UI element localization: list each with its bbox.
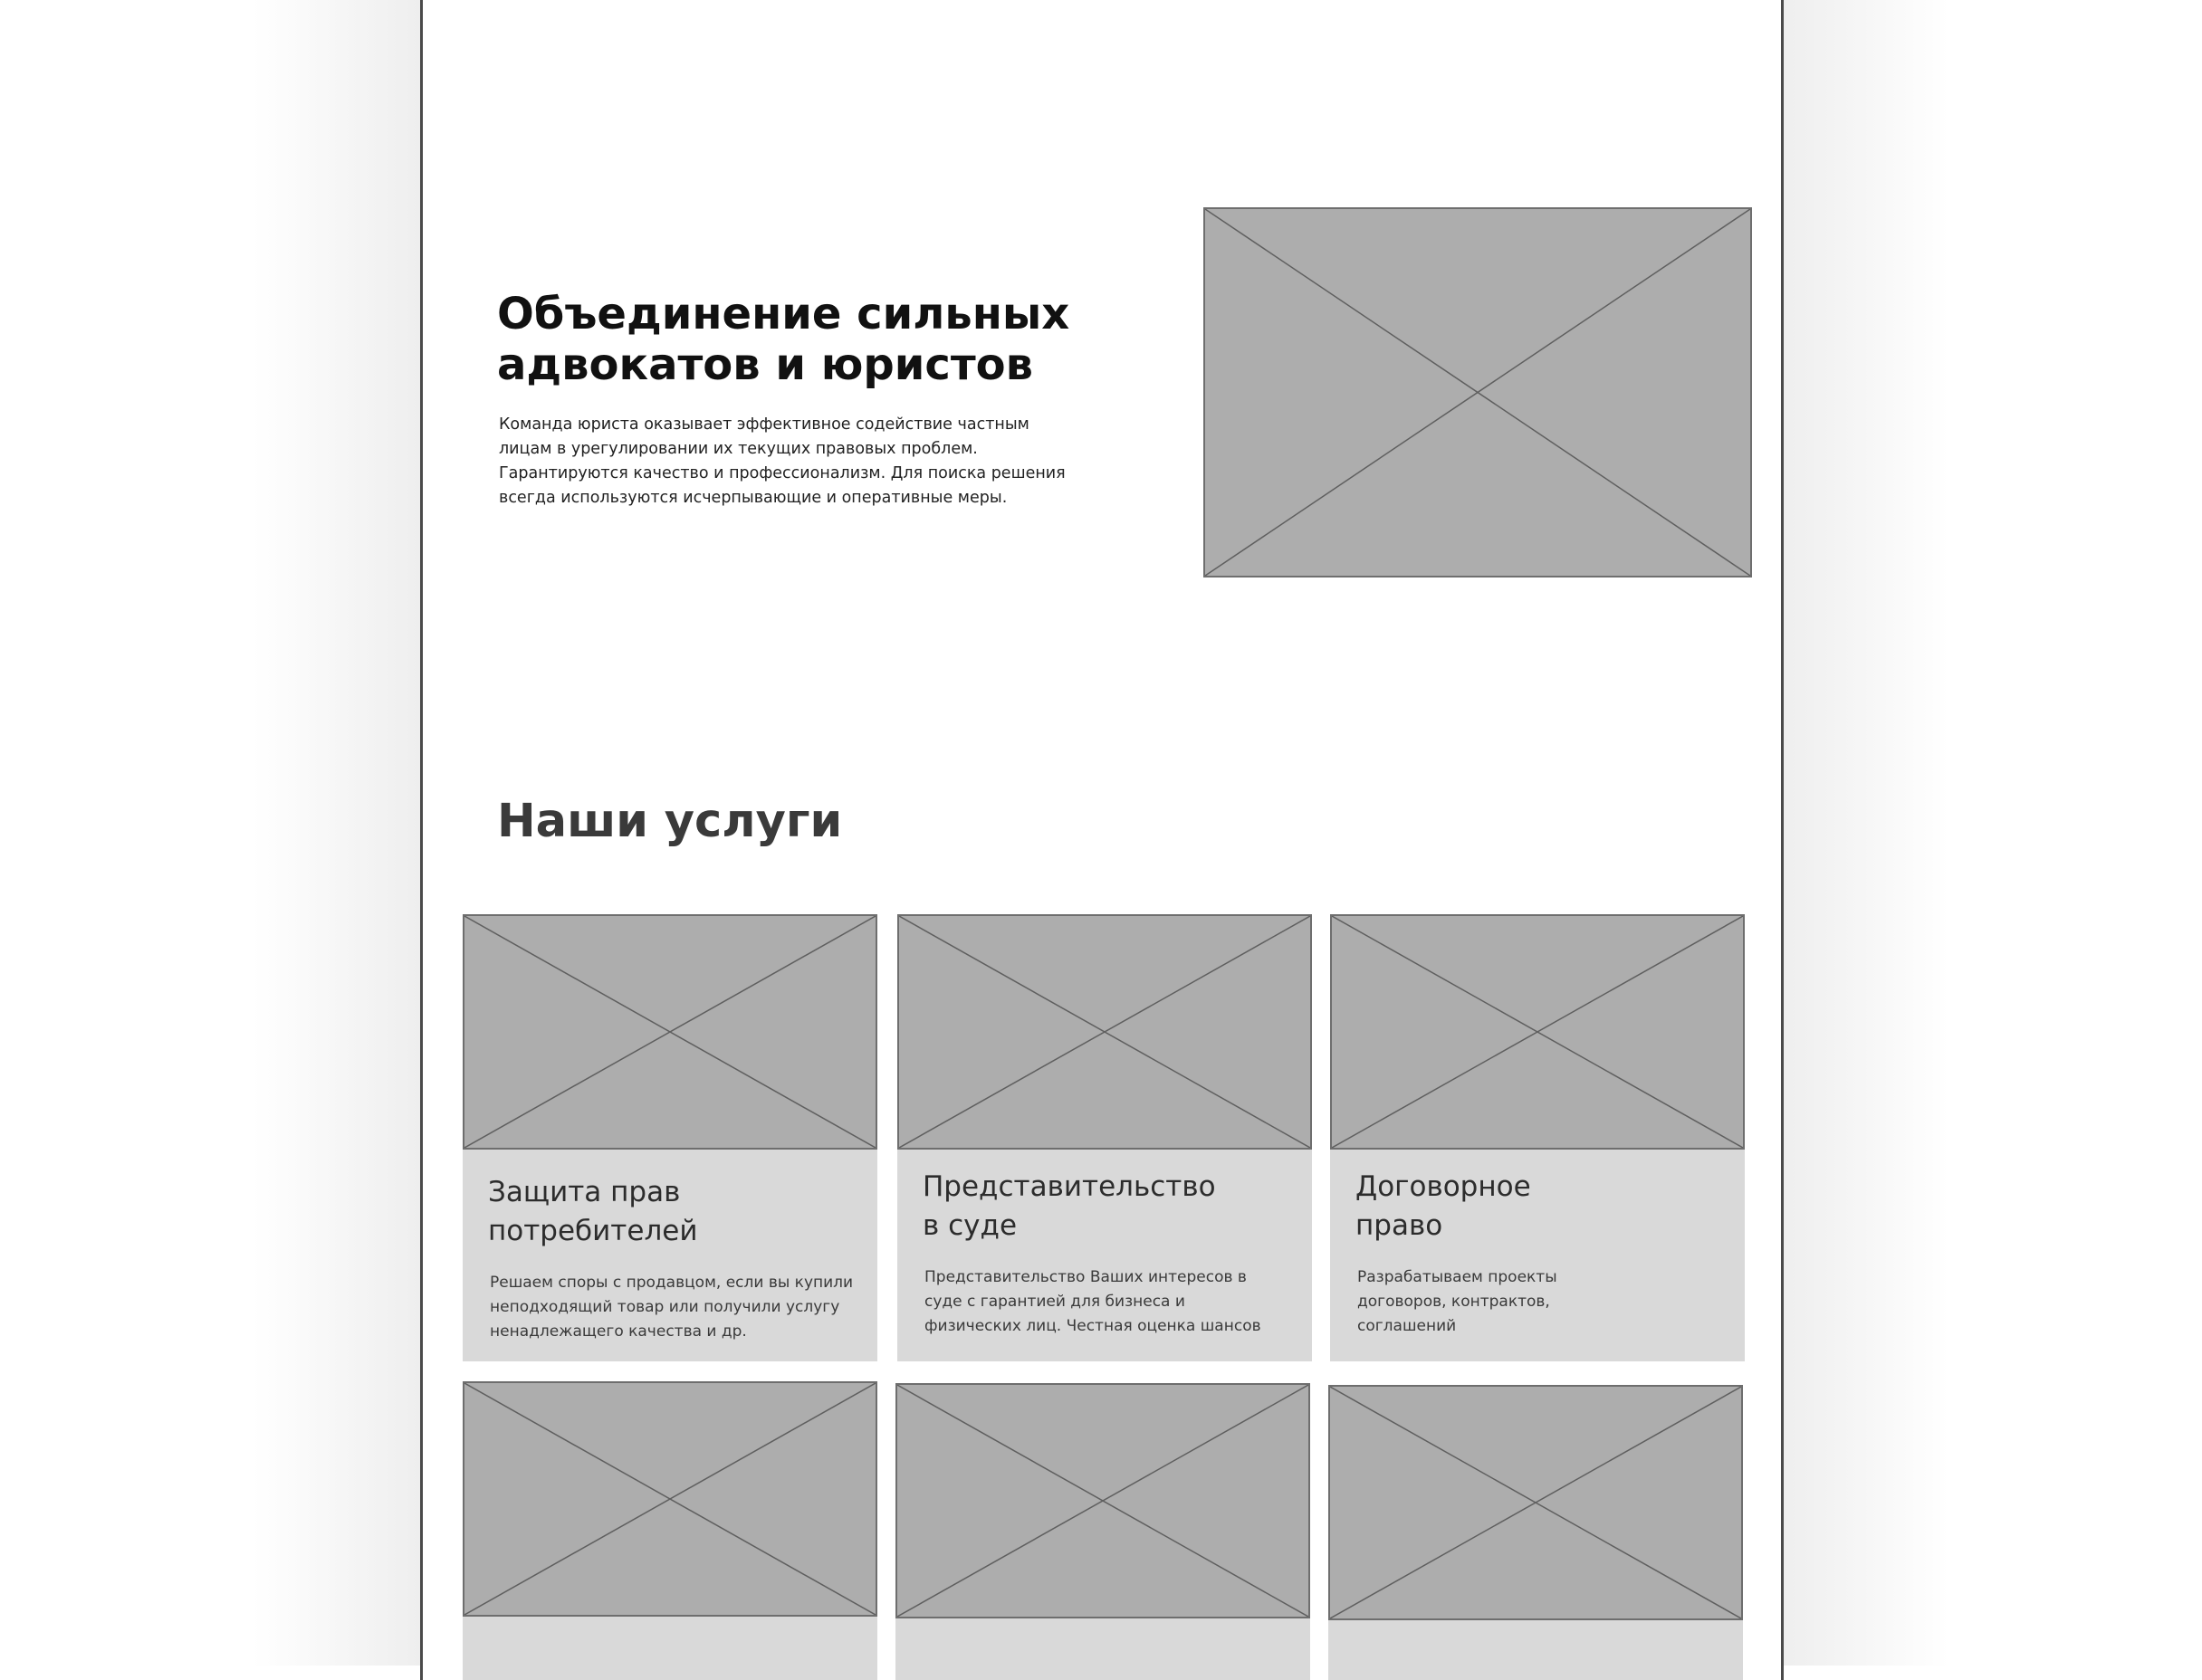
- service-image-placeholder: [897, 914, 1312, 1150]
- service-image-placeholder: [463, 1381, 877, 1617]
- image-placeholder-icon: [1205, 209, 1750, 576]
- page-frame: [420, 0, 1784, 1680]
- services-title: Наши услуги: [497, 795, 843, 848]
- service-card[interactable]: [1328, 1385, 1743, 1680]
- hero-image-placeholder: [1203, 207, 1752, 578]
- background-left: [0, 0, 422, 1666]
- service-image-placeholder: [1330, 914, 1745, 1150]
- service-image-placeholder: [1328, 1385, 1743, 1620]
- service-card[interactable]: [895, 1383, 1310, 1680]
- service-card-title: Защита прав потребителей: [488, 1176, 698, 1247]
- background-right: [1780, 0, 2202, 1666]
- service-image-placeholder: [895, 1383, 1310, 1618]
- image-placeholder-icon: [1332, 916, 1743, 1148]
- service-card-title: Договорное право: [1355, 1170, 1531, 1242]
- image-placeholder-icon: [899, 916, 1310, 1148]
- image-placeholder-icon: [464, 916, 876, 1148]
- service-card-court-representation[interactable]: [897, 914, 1312, 1361]
- service-card-contract-law[interactable]: [1330, 914, 1745, 1361]
- service-card-text: Представительство Ваших интересов в суде с гарантией для бизнеса и физических лиц. Честная оценка шансов: [924, 1268, 1261, 1335]
- service-image-placeholder: [463, 914, 877, 1150]
- image-placeholder-icon: [897, 1385, 1308, 1617]
- service-card-text: Разрабатываем проекты договоров, контрактов, соглашений: [1357, 1268, 1557, 1335]
- service-card-consumer-rights[interactable]: [463, 914, 877, 1361]
- hero-title: Объединение сильных адвокатов и юристов: [497, 289, 1070, 390]
- service-card-title: Представительство в суде: [923, 1170, 1216, 1242]
- image-placeholder-icon: [1330, 1387, 1741, 1618]
- service-card[interactable]: [463, 1381, 877, 1680]
- service-card-text: Решаем споры с продавцом, если вы купили неподходящий товар или получили услугу ненадлежащего качества и др.: [490, 1274, 854, 1341]
- hero-description: Команда юриста оказывает эффективное содействие частным лицам в урегулировании их текущих правовых проблем. Гарантируются качество и профессионализм. Для поиска решения всегда используются исчерпывающие и оперативные меры.: [499, 415, 1066, 507]
- image-placeholder-icon: [464, 1383, 876, 1615]
